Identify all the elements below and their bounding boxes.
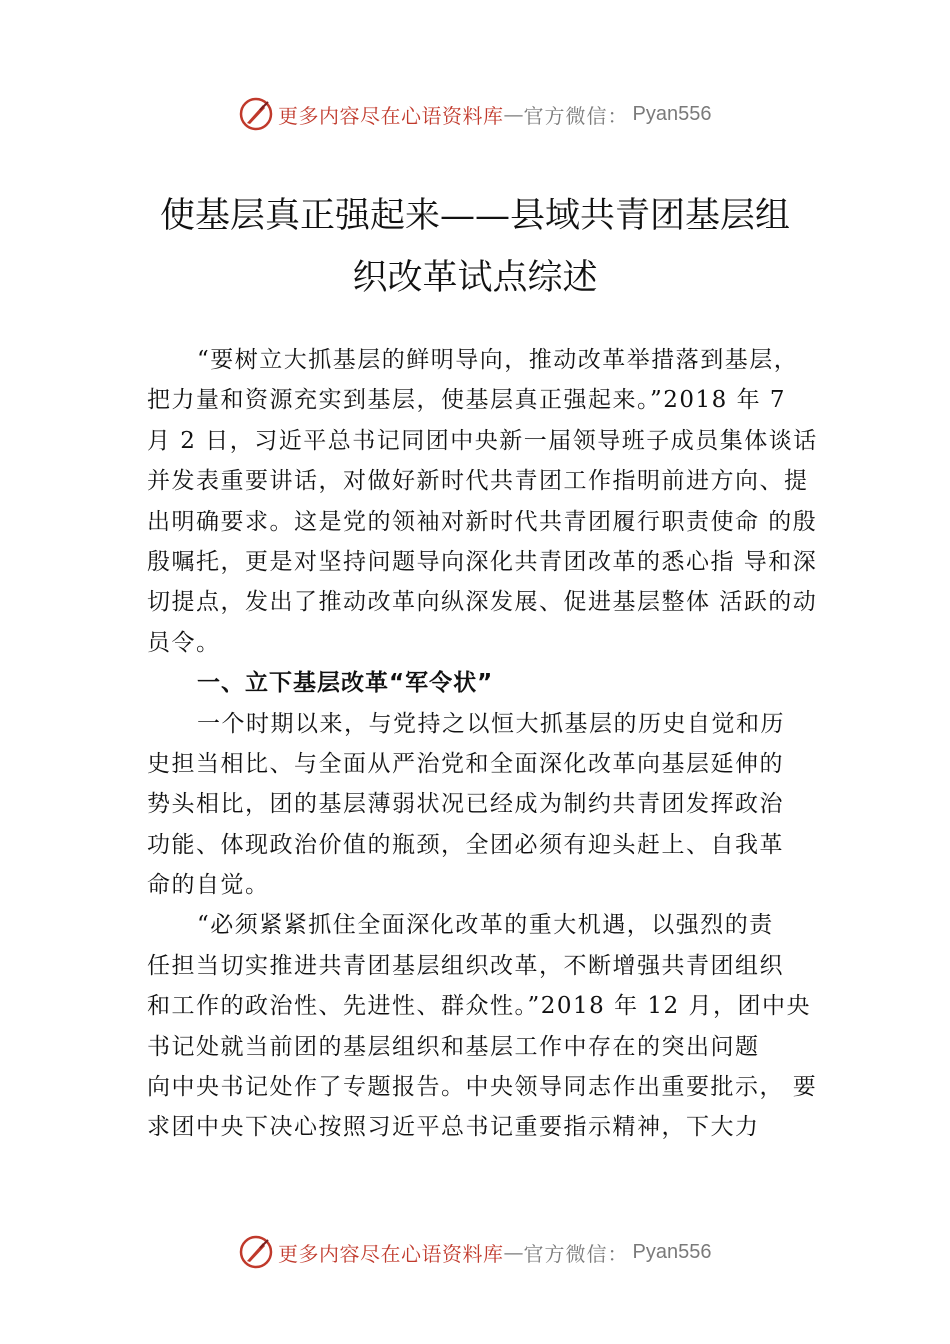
banner-wechat-id: Pyan556 (632, 102, 712, 125)
banner-text: 更多内容尽在心语资料库 (278, 1241, 504, 1266)
document-title-line-2: 织改革试点综述 (352, 258, 598, 298)
paragraph-line: 势头相比，团的基层薄弱状况已经成为制约共青团发挥政治 (147, 791, 784, 818)
section-heading: 一、立下基层改革“军令状” (197, 670, 494, 697)
paragraph-line: 命的自觉。 (147, 872, 270, 899)
paragraph-line: 功能、体现政治价值的瓶颈，全团必须有迎头赶上、自我革 (147, 831, 784, 858)
paragraph-line: 史担当相比、与全面从严治党和全面深化改革向基层延伸的 (147, 750, 784, 777)
footer-banner (238, 1232, 738, 1272)
document-body (147, 340, 837, 1148)
paragraph-line: 员令。 (147, 629, 221, 656)
document-title-line-1: 使基层真正强起来——县域共青团基层组 (159, 196, 790, 236)
paragraph-line: 把力量和资源充实到基层，使基层真正强起来。”2018 年 7 (147, 387, 787, 414)
paragraph-line: 并发表重要讲话，对做好新时代共青团工作指明前进方向、提 (147, 468, 809, 495)
banner-text: 更多内容尽在心语资料库 (278, 103, 504, 128)
quill-pen-logo-icon (238, 96, 274, 132)
paragraph-line: 和工作的政治性、先进性、群众性。”2018 年 12 月，团中央 (147, 993, 811, 1020)
paragraph-line: 切提点，发出了推动改革向纵深发展、促进基层整体 活跃的动 (147, 589, 818, 616)
quill-pen-logo-icon (238, 1234, 274, 1270)
paragraph-line: 一个时期以来，与党持之以恒大抓基层的历史自觉和历 (197, 710, 785, 737)
banner-wechat-label: 官方微信： (523, 103, 629, 128)
paragraph-line: 向中央书记处作了专题报告。中央领导同志作出重要批示， 要 (147, 1074, 818, 1101)
banner-separator: — (503, 1240, 524, 1264)
paragraph-line: 书记处就当前团的基层组织和基层工作中存在的突出问题 (147, 1033, 760, 1060)
paragraph-line: 求团中央下决心按照习近平总书记重要指示精神，下大力 (147, 1114, 760, 1141)
banner-wechat-label: 官方微信： (523, 1241, 629, 1266)
paragraph-line: “必须紧紧抓住全面深化改革的重大机遇，以强烈的责 (197, 912, 774, 939)
banner-separator: — (503, 102, 524, 126)
banner-wechat-id: Pyan556 (632, 1240, 712, 1263)
paragraph-line: 任担当切实推进共青团基层组织改革，不断增强共青团组织 (147, 952, 784, 979)
paragraph-line: 殷嘱托，更是对坚持问题导向深化共青团改革的悉心指 导和深 (147, 548, 818, 575)
paragraph-line: 出明确要求。这是党的领袖对新时代共青团履行职责使命 的殷 (147, 508, 818, 535)
header-banner (238, 94, 738, 134)
paragraph-line: “要树立大抓基层的鲜明导向，推动改革举措落到基层， (197, 347, 799, 373)
paragraph-line: 月 2 日，习近平总书记同团中央新一届领导班子成员集体谈话 (147, 427, 818, 454)
